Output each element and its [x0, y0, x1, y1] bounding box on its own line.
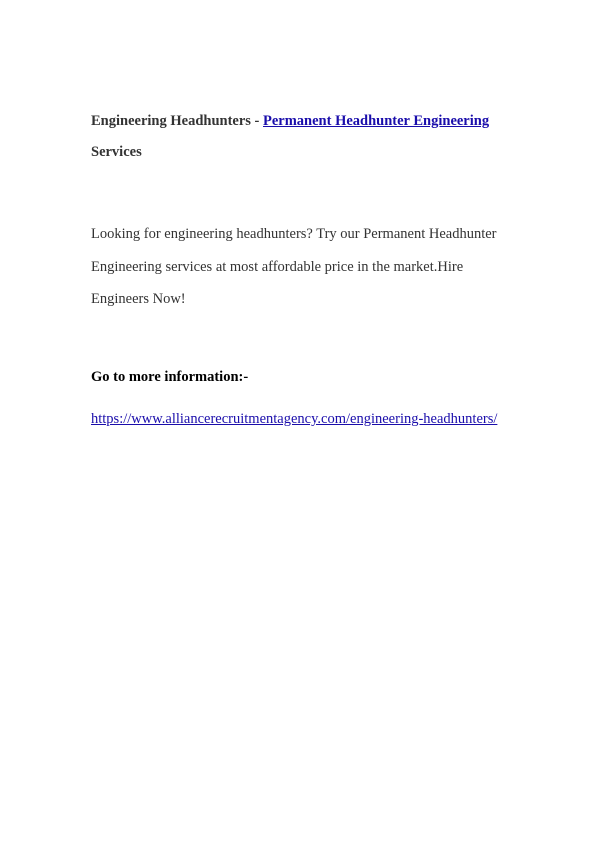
heading-suffix: Services: [91, 144, 142, 160]
url-link[interactable]: https://www.alliancerecruitmentagency.com/engineering-headhunters/: [91, 411, 498, 427]
heading-prefix: Engineering Headhunters -: [91, 113, 263, 129]
more-info-label: Go to more information:-: [91, 369, 249, 385]
heading-link[interactable]: Permanent Headhunter Engineering: [263, 113, 490, 129]
body-paragraph: Looking for engineering headhunters? Try our Permanent Headhunter Engineering services at most affordable price in the market.Hire Engineers Now!: [91, 226, 497, 307]
document-heading: [91, 106, 511, 168]
